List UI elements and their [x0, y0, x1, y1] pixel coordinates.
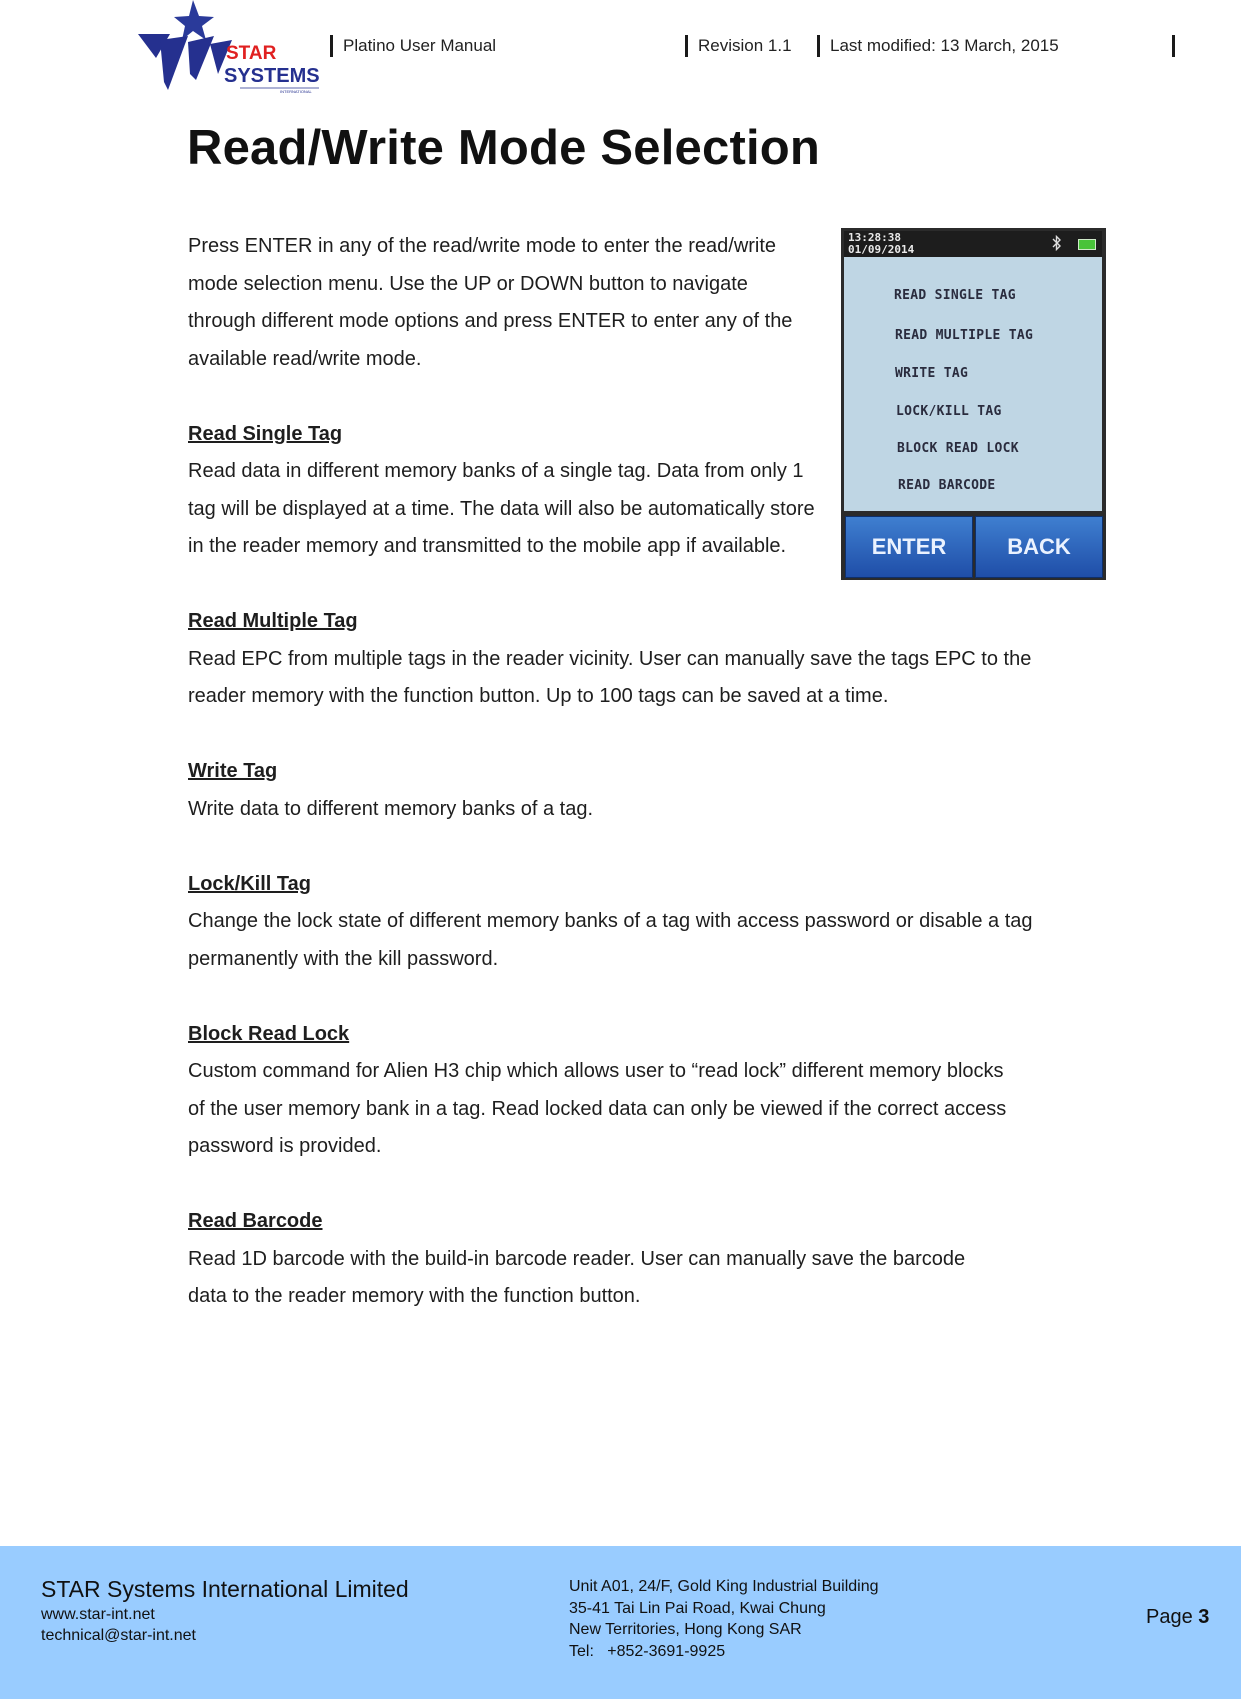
section-heading: Write Tag: [188, 760, 278, 782]
device-back-button: BACK: [975, 516, 1103, 578]
section-heading: Block Read Lock: [188, 1022, 350, 1045]
page-label: Page: [1146, 1606, 1193, 1628]
device-date: 01/09/2014: [848, 243, 915, 256]
section-text: Read 1D barcode with the build-in barcode reader. User can manually save the barcode data to the reader memory with the function button.: [188, 1247, 966, 1307]
company-logo: [136, 0, 322, 95]
device-enter-button: ENTER: [845, 516, 973, 578]
page-number-value: 3: [1198, 1606, 1210, 1628]
bluetooth-icon: [1052, 235, 1062, 251]
address-line: New Territories, Hong Kong SAR: [569, 1621, 802, 1638]
intro-paragraph: Press ENTER in any of the read/write mode to enter the read/write mode selection menu. Use the UP or DOWN button to navigate through different mode options and press ENTER to enter any of the available read/write mode.: [188, 235, 793, 370]
address-line: Unit A01, 24/F, Gold King Industrial Building: [569, 1578, 879, 1595]
section-text: Custom command for Alien H3 chip which allows user to “read lock” different memory blocks of the user memory bank in a tag. Read locked data can only be viewed if the correct access password is provided.: [188, 1060, 1007, 1157]
section-text: Change the lock state of different memory banks of a tag with access password or disable a tag permanently with the kill password.: [188, 910, 1033, 970]
device-status-bar: [844, 231, 1102, 257]
device-menu-item: WRITE TAG: [895, 366, 969, 381]
device-menu-item: BLOCK READ LOCK: [897, 441, 1019, 456]
footer-email-link[interactable]: technical@star-int.net: [41, 1627, 196, 1644]
section-text: Write data to different memory banks of a tag.: [188, 797, 594, 820]
header-divider: [1172, 35, 1175, 57]
page-number: [1146, 1606, 1209, 1629]
section-read-single-tag: [188, 416, 828, 566]
header-divider: [817, 35, 820, 57]
footer-website-link[interactable]: www.star-int.net: [41, 1606, 155, 1623]
logo-star-icon: [174, 0, 214, 40]
address-line: 35-41 Tai Lin Pai Road, Kwai Chung: [569, 1599, 826, 1617]
device-screen: [844, 231, 1102, 511]
header-divider: [685, 35, 688, 57]
device-menu-item: READ MULTIPLE TAG: [895, 328, 1034, 343]
section-read-barcode: [188, 1203, 1008, 1316]
section-write-tag: [188, 753, 1068, 828]
device-screenshot: [841, 228, 1106, 580]
footer-telephone: Tel: +852-3691-9925: [569, 1642, 726, 1660]
page-title: Read/Write Mode Selection: [187, 121, 821, 175]
section-heading: Read Multiple Tag: [188, 610, 358, 632]
footer-company-name: STAR Systems International Limited: [41, 1576, 409, 1602]
device-menu-item: LOCK/KILL TAG: [896, 404, 1002, 419]
section-heading: Read Barcode: [188, 1210, 323, 1232]
device-menu-item: READ SINGLE TAG: [894, 288, 1016, 303]
revision-label: Revision 1.1: [698, 36, 792, 55]
device-menu-item: READ BARCODE: [898, 478, 996, 493]
battery-icon: [1078, 239, 1096, 250]
manual-title: Platino User Manual: [343, 36, 497, 55]
section-text: Read EPC from multiple tags in the reader vicinity. User can manually save the tags EPC to the reader memory with the function button. Up to 100 tags can be saved at a time.: [188, 647, 1032, 707]
section-lock-kill-tag: [188, 866, 1068, 979]
section-read-multiple-tag: [188, 603, 1068, 716]
page-footer: [0, 1546, 1241, 1699]
section-text: Read data in different memory banks of a single tag. Data from only 1 tag will be displayed at a time. The data will also be automatically store in the reader memory and transmitted to the mobile app if available.: [188, 460, 815, 557]
device-clock: [848, 232, 914, 256]
logo-text-international: INTERNATIONAL: [280, 89, 312, 94]
device-time: 13:28:38: [848, 231, 901, 244]
header-divider: [330, 35, 333, 57]
footer-address: [569, 1576, 879, 1662]
logo-text-systems: SYSTEMS: [224, 65, 320, 87]
logo-text-star: STAR: [226, 43, 277, 64]
last-modified-label: Last modified: 13 March, 2015: [830, 36, 1059, 55]
section-heading: Lock/Kill Tag: [188, 872, 311, 895]
section-block-read-lock: [188, 1016, 1008, 1166]
section-heading: Read Single Tag: [188, 422, 343, 445]
